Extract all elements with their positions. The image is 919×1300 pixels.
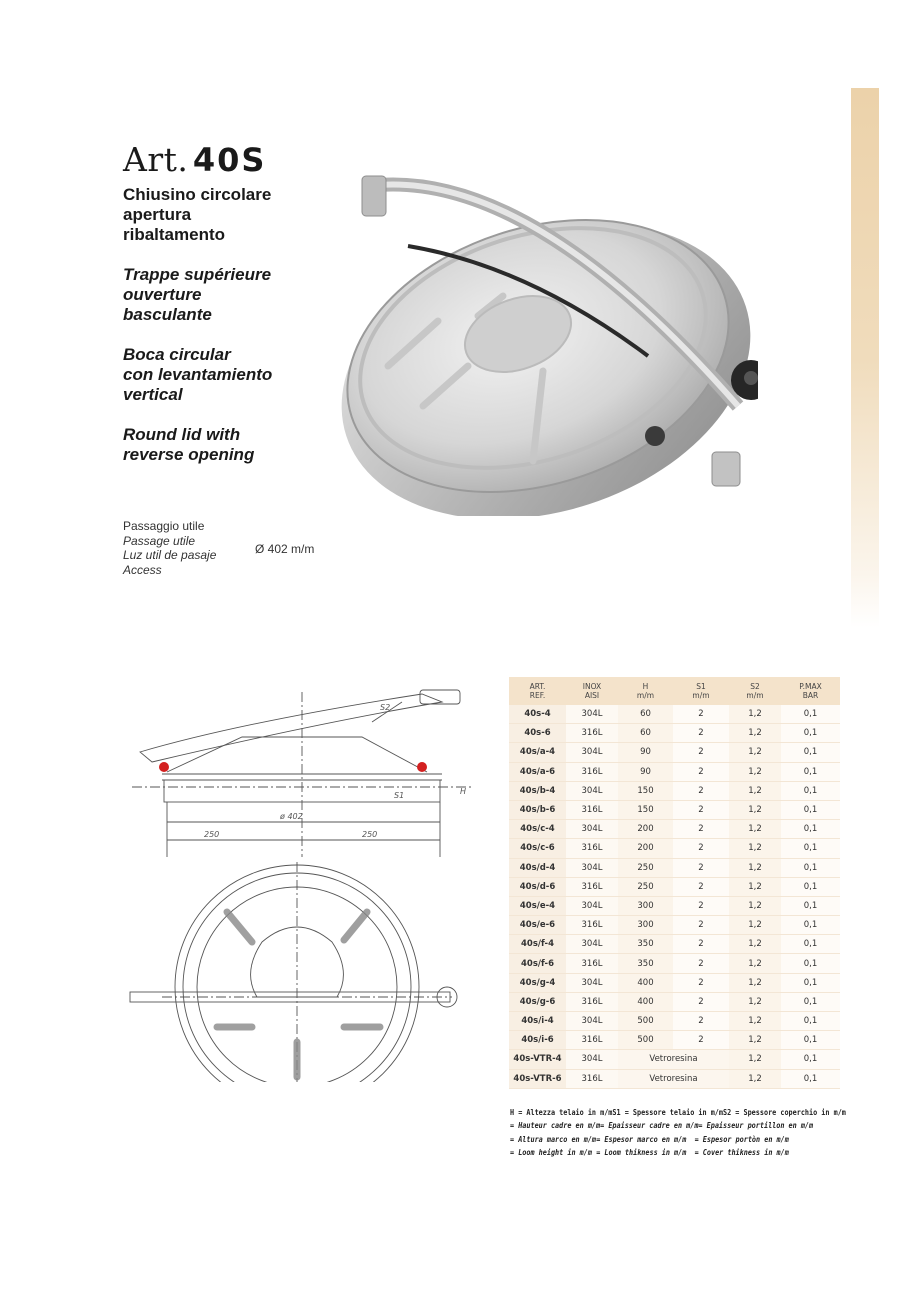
- table-cell: 40s/c-4: [509, 820, 566, 839]
- table-cell: 0,1: [781, 800, 840, 819]
- table-cell: 304L: [566, 820, 618, 839]
- dim-right: 250: [362, 830, 378, 839]
- table-cell: 2: [673, 877, 729, 896]
- table-cell: 40s/f-6: [509, 954, 566, 973]
- table-cell: 40s/g-4: [509, 973, 566, 992]
- table-cell: 2: [673, 916, 729, 935]
- table-cell: 1,2: [729, 1050, 781, 1069]
- description-french: Trappe supérieure ouverture basculante: [123, 265, 272, 324]
- table-cell: 1,2: [729, 1012, 781, 1031]
- table-cell: 316L: [566, 724, 618, 743]
- table-cell: 200: [618, 820, 673, 839]
- table-cell: 1,2: [729, 992, 781, 1011]
- table-cell: 40s/b-6: [509, 800, 566, 819]
- table-cell: 1,2: [729, 839, 781, 858]
- table-cell: 1,2: [729, 896, 781, 915]
- table-cell: 1,2: [729, 858, 781, 877]
- table-cell: 0,1: [781, 896, 840, 915]
- table-cell: 1,2: [729, 705, 781, 724]
- table-cell: 1,2: [729, 743, 781, 762]
- table-cell: 2: [673, 935, 729, 954]
- table-cell: 0,1: [781, 1069, 840, 1088]
- table-cell: 0,1: [781, 1012, 840, 1031]
- table-cell: 40s/e-4: [509, 896, 566, 915]
- table-row: [509, 800, 840, 819]
- table-cell: 400: [618, 992, 673, 1011]
- table-row: [509, 896, 840, 915]
- description-spanish: Boca circular con levantamiento vertical: [123, 345, 273, 404]
- table-cell: 40s/c-6: [509, 839, 566, 858]
- art-prefix: Art.: [123, 140, 189, 179]
- table-row: [509, 1012, 840, 1031]
- art-code: 40S: [192, 141, 267, 179]
- table-row: [509, 973, 840, 992]
- table-cell: 2: [673, 896, 729, 915]
- table-cell: 1,2: [729, 877, 781, 896]
- table-cell: 2: [673, 1012, 729, 1031]
- table-cell: 1,2: [729, 973, 781, 992]
- table-row: [509, 954, 840, 973]
- decorative-side-band: [851, 88, 879, 628]
- table-cell: 40s/d-6: [509, 877, 566, 896]
- table-cell: 90: [618, 743, 673, 762]
- table-cell: 40s-VTR-4: [509, 1050, 566, 1069]
- table-row: [509, 992, 840, 1011]
- access-labels: Passaggio utile Passage utile Luz util de pasaje Access: [123, 519, 217, 577]
- table-cell: 40s/d-4: [509, 858, 566, 877]
- table-cell: 0,1: [781, 762, 840, 781]
- product-photo: [328, 156, 758, 516]
- table-cell: 1,2: [729, 762, 781, 781]
- table-cell: 500: [618, 1012, 673, 1031]
- table-cell: 316L: [566, 1031, 618, 1050]
- table-row: [509, 1069, 840, 1088]
- table-cell: 40s-VTR-6: [509, 1069, 566, 1088]
- table-cell: 40s/i-6: [509, 1031, 566, 1050]
- spec-table: [509, 677, 840, 1089]
- table-cell: 316L: [566, 839, 618, 858]
- table-row: [509, 839, 840, 858]
- table-cell: 200: [618, 839, 673, 858]
- table-row: [509, 916, 840, 935]
- header-s1: S1 m/m: [673, 677, 729, 705]
- table-cell: 304L: [566, 781, 618, 800]
- table-cell: 2: [673, 762, 729, 781]
- table-cell: 150: [618, 781, 673, 800]
- table-cell: 316L: [566, 916, 618, 935]
- table-cell: 1,2: [729, 935, 781, 954]
- table-cell: 0,1: [781, 935, 840, 954]
- table-cell: 90: [618, 762, 673, 781]
- dim-diameter: ø 402: [280, 812, 303, 821]
- table-cell: 316L: [566, 992, 618, 1011]
- table-cell: 304L: [566, 896, 618, 915]
- table-cell: 500: [618, 1031, 673, 1050]
- description-english: Round lid with reverse opening: [123, 425, 255, 464]
- table-cell: 40s-4: [509, 705, 566, 724]
- table-cell: 0,1: [781, 954, 840, 973]
- table-cell: 2: [673, 820, 729, 839]
- table-cell: 40s/b-4: [509, 781, 566, 800]
- table-cell: 1,2: [729, 781, 781, 800]
- dim-s1: S1: [394, 791, 405, 800]
- description-italian: Chiusino circolare apertura ribaltamento: [123, 185, 272, 244]
- table-cell: 316L: [566, 954, 618, 973]
- header-inox: INOX AISI: [566, 677, 618, 705]
- dim-left: 250: [204, 830, 220, 839]
- table-cell: 1,2: [729, 820, 781, 839]
- legend-row: H = Altezza telaio in m/m S1 = Spessore telaio in m/m S2 = Spessore coperchio in m/m: [510, 1107, 846, 1117]
- table-cell: 304L: [566, 1012, 618, 1031]
- table-cell: 0,1: [781, 973, 840, 992]
- table-cell: 0,1: [781, 839, 840, 858]
- table-cell: 2: [673, 858, 729, 877]
- product-title: [123, 140, 266, 179]
- table-row: [509, 935, 840, 954]
- table-cell: 2: [673, 724, 729, 743]
- table-cell: 250: [618, 858, 673, 877]
- table-cell: 40s/a-6: [509, 762, 566, 781]
- table-row: [509, 781, 840, 800]
- access-value: Ø 402 m/m: [255, 542, 315, 556]
- table-cell: 60: [618, 705, 673, 724]
- table-cell: 60: [618, 724, 673, 743]
- table-cell: 150: [618, 800, 673, 819]
- header-art: ART. REF.: [509, 677, 566, 705]
- table-cell: 304L: [566, 858, 618, 877]
- table-row: [509, 877, 840, 896]
- legend: [510, 1106, 846, 1160]
- table-cell: 304L: [566, 705, 618, 724]
- table-row: [509, 762, 840, 781]
- dim-h: H: [460, 787, 467, 796]
- legend-row: = Loom height in m/m = Loom thikness in m/m = Cover thikness in m/m: [510, 1147, 789, 1158]
- table-cell: 2: [673, 800, 729, 819]
- table-row: [509, 724, 840, 743]
- table-cell: 2: [673, 781, 729, 800]
- table-cell: 0,1: [781, 1031, 840, 1050]
- table-row: [509, 820, 840, 839]
- table-cell: 1,2: [729, 724, 781, 743]
- table-cell: 304L: [566, 935, 618, 954]
- table-cell: 2: [673, 705, 729, 724]
- table-cell: 0,1: [781, 877, 840, 896]
- table-cell: 0,1: [781, 916, 840, 935]
- table-cell: 2: [673, 743, 729, 762]
- table-cell: 300: [618, 896, 673, 915]
- table-cell: 316L: [566, 762, 618, 781]
- table-cell: 350: [618, 954, 673, 973]
- table-cell: Vetroresina: [618, 1069, 729, 1088]
- table-cell: 0,1: [781, 992, 840, 1011]
- table-cell: 1,2: [729, 1069, 781, 1088]
- table-cell: 40s-6: [509, 724, 566, 743]
- table-cell: 1,2: [729, 954, 781, 973]
- header-s2: S2 m/m: [729, 677, 781, 705]
- table-cell: 2: [673, 1031, 729, 1050]
- table-cell: 0,1: [781, 705, 840, 724]
- legend-row: = Hauteur cadre en m/m = Epaisseur cadre en m/m = Epaisseur portillon en m/m: [510, 1120, 814, 1131]
- table-cell: 350: [618, 935, 673, 954]
- table-cell: 2: [673, 839, 729, 858]
- table-cell: 0,1: [781, 820, 840, 839]
- technical-drawing: [122, 682, 477, 1082]
- table-cell: 304L: [566, 1050, 618, 1069]
- table-cell: 0,1: [781, 781, 840, 800]
- table-cell: 2: [673, 954, 729, 973]
- table-cell: 40s/f-4: [509, 935, 566, 954]
- table-cell: 316L: [566, 800, 618, 819]
- table-cell: 1,2: [729, 916, 781, 935]
- legend-row: = Altura marco en m/m = Espesor marco en m/m = Espesor portòn en m/m: [510, 1133, 789, 1144]
- table-row: [509, 743, 840, 762]
- table-cell: 0,1: [781, 724, 840, 743]
- table-cell: 1,2: [729, 1031, 781, 1050]
- table-cell: 40s/i-4: [509, 1012, 566, 1031]
- header-pmax: P.MAX BAR: [781, 677, 840, 705]
- table-cell: 300: [618, 916, 673, 935]
- table-cell: 304L: [566, 973, 618, 992]
- table-cell: 2: [673, 973, 729, 992]
- table-cell: 1,2: [729, 800, 781, 819]
- table-cell: 0,1: [781, 1050, 840, 1069]
- table-cell: 0,1: [781, 743, 840, 762]
- table-row: [509, 858, 840, 877]
- table-cell: 316L: [566, 1069, 618, 1088]
- table-row: [509, 1031, 840, 1050]
- table-cell: 304L: [566, 743, 618, 762]
- table-cell: 40s/e-6: [509, 916, 566, 935]
- table-cell: 250: [618, 877, 673, 896]
- dim-s2: S2: [380, 703, 391, 712]
- table-cell: 40s/g-6: [509, 992, 566, 1011]
- spec-table-header: [509, 677, 840, 705]
- table-cell: 400: [618, 973, 673, 992]
- table-cell: 2: [673, 992, 729, 1011]
- table-cell: 0,1: [781, 858, 840, 877]
- table-row: [509, 705, 840, 724]
- table-cell: Vetroresina: [618, 1050, 729, 1069]
- table-row: [509, 1050, 840, 1069]
- table-cell: 40s/a-4: [509, 743, 566, 762]
- header-h: H m/m: [618, 677, 673, 705]
- table-cell: 316L: [566, 877, 618, 896]
